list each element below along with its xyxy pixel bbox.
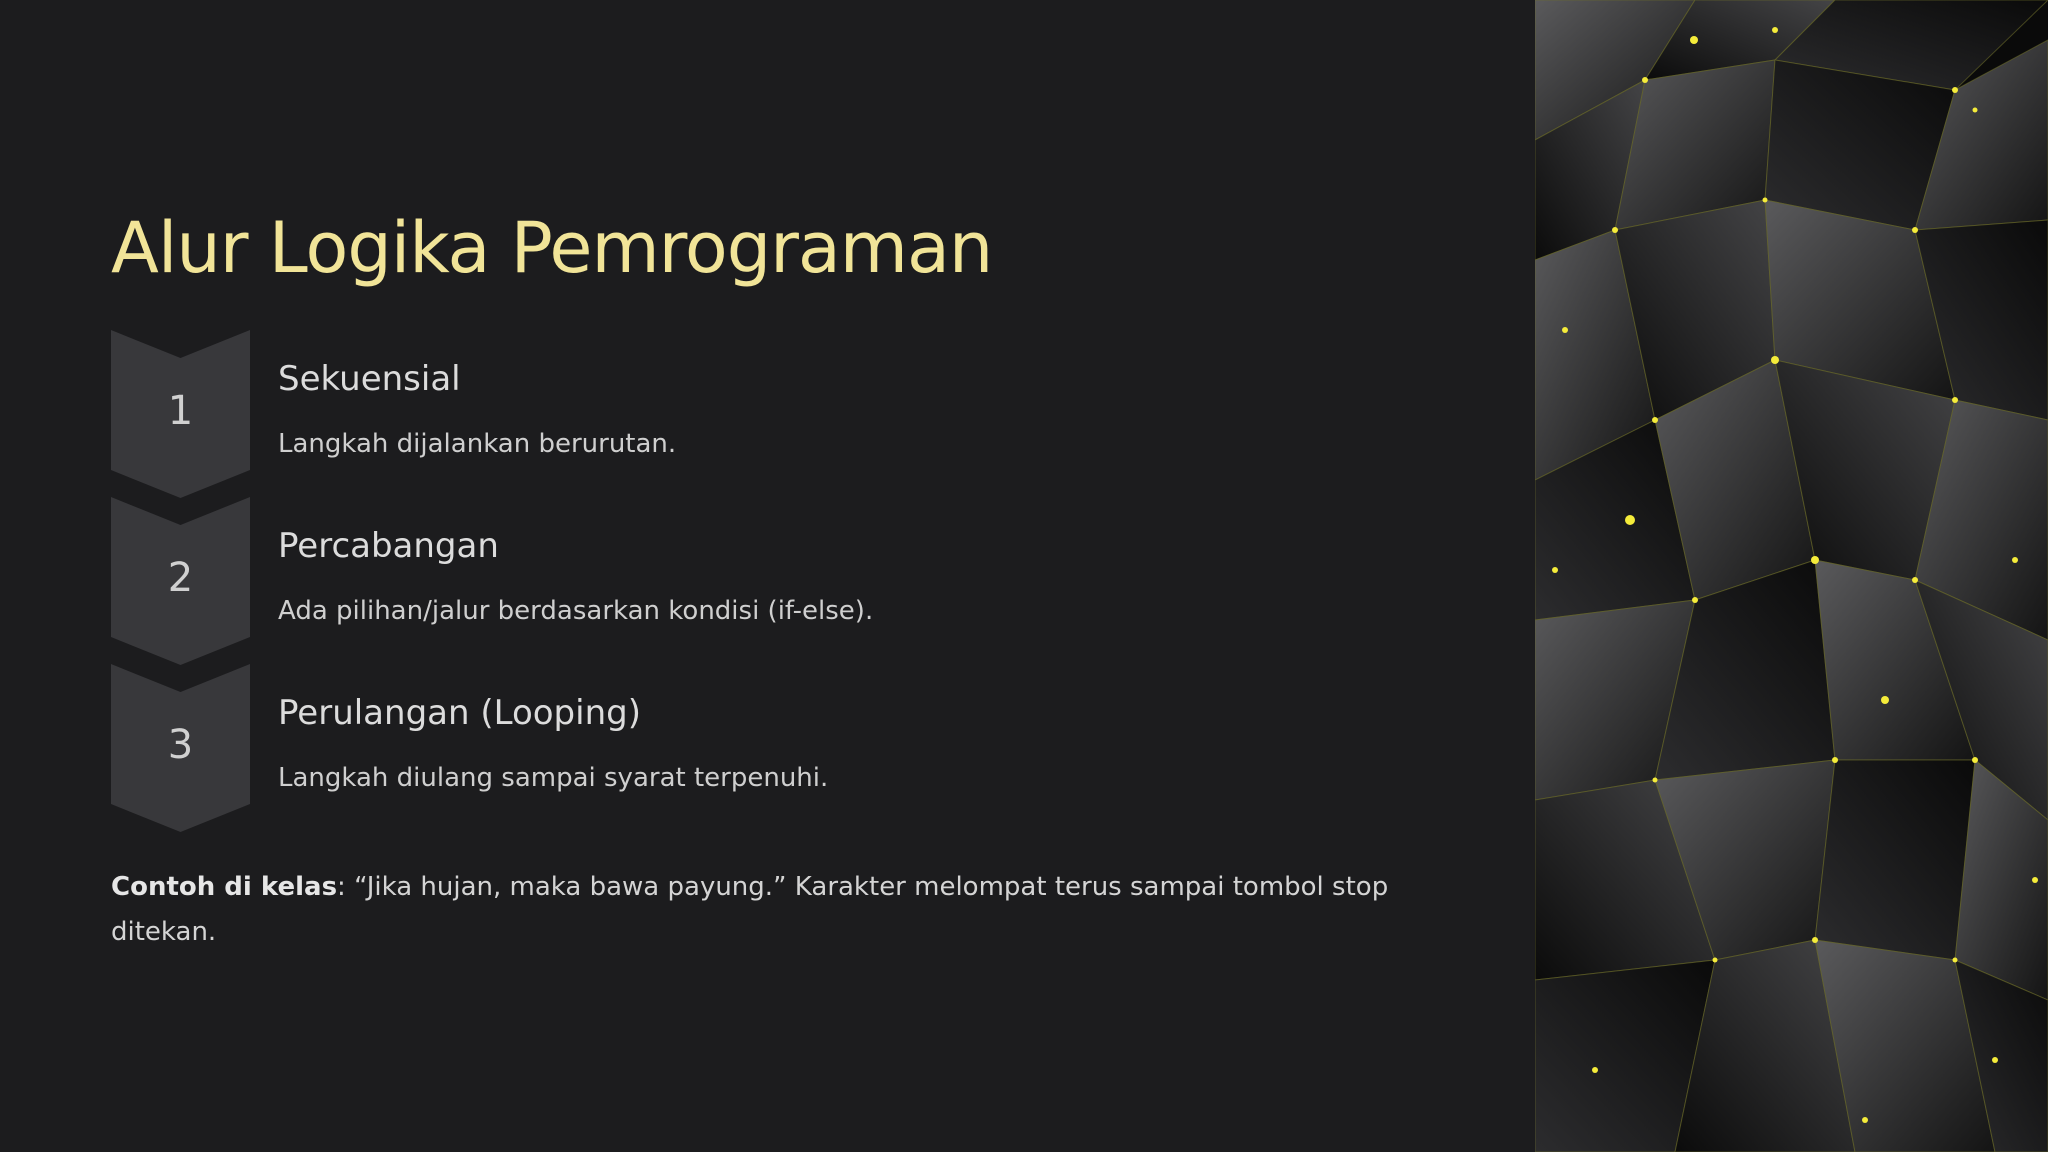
step-item — [111, 664, 1361, 832]
step-title: Perulangan (Looping) — [278, 693, 641, 733]
step-number: 2 — [167, 555, 194, 601]
slide-content — [111, 0, 1411, 1152]
step-title: Sekuensial — [278, 359, 461, 399]
example-label: Contoh di kelas — [111, 872, 338, 902]
step-item — [111, 497, 1361, 665]
step-number: 3 — [167, 722, 194, 768]
example-text: : “Jika hujan, maka bawa payung.” Karakter melompat terus sampai tombol stop ditekan. — [111, 872, 1389, 947]
step-item — [111, 330, 1361, 498]
step-description: Ada pilihan/jalur berdasarkan kondisi (if-else). — [278, 596, 874, 626]
step-description: Langkah diulang sampai syarat terpenuhi. — [278, 763, 829, 793]
slide-title: Alur Logika Pemrograman — [111, 207, 993, 289]
decorative-polygon-image — [1535, 0, 2048, 1152]
step-number: 1 — [167, 388, 194, 434]
step-title: Percabangan — [278, 526, 499, 566]
step-description: Langkah dijalankan berurutan. — [278, 429, 677, 459]
example-paragraph — [111, 865, 1401, 955]
